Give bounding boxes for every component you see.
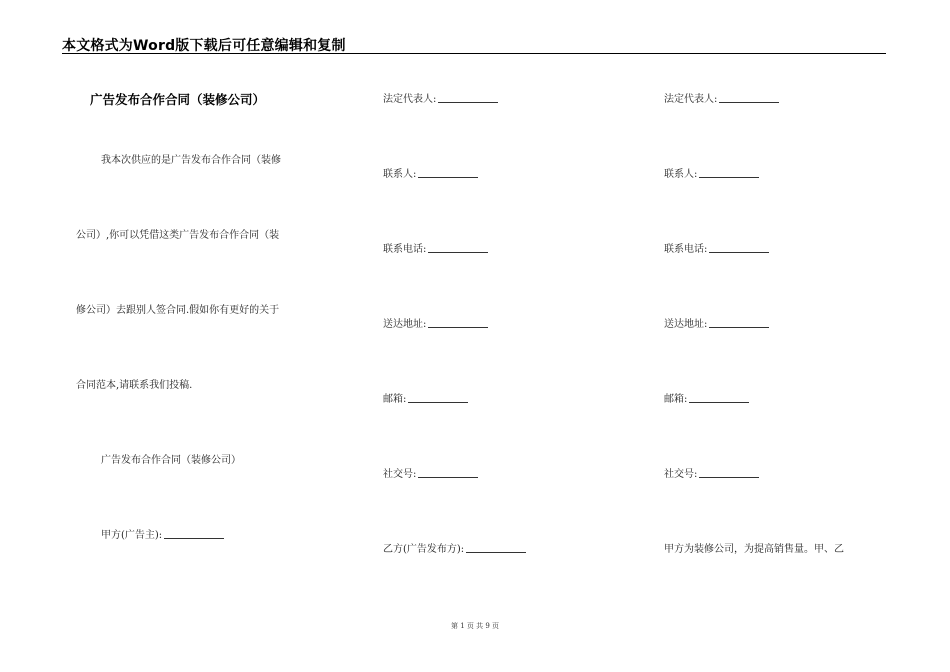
contact-person-field <box>664 169 759 181</box>
party-b-blank <box>466 552 526 553</box>
address-field <box>383 319 488 331</box>
paragraph-line: 修公司）去跟别人签合同.假如你有更好的关于 <box>76 305 280 316</box>
field-blank <box>428 252 488 253</box>
field-blank <box>428 327 488 328</box>
email-field <box>383 394 468 406</box>
legal-rep-field <box>383 94 498 106</box>
closing-paragraph-line: 甲方为装修公司，为提高销售量。甲、乙 <box>664 544 844 555</box>
field-label: 社交号: <box>664 469 698 480</box>
field-label: 邮箱: <box>664 394 688 405</box>
party-b-label: 乙方(广告发布方): <box>383 544 465 555</box>
social-id-field <box>664 469 759 481</box>
field-blank <box>709 327 769 328</box>
document-header: 本文格式为Word版下载后可任意编辑和复制 <box>62 38 346 54</box>
party-b-field <box>383 544 526 556</box>
field-blank <box>418 477 478 478</box>
legal-rep-field <box>664 94 779 106</box>
phone-field <box>383 244 488 256</box>
field-label: 联系电话: <box>664 244 708 255</box>
field-label: 联系人: <box>383 169 417 180</box>
address-field <box>664 319 769 331</box>
field-blank <box>709 252 769 253</box>
field-label: 邮箱: <box>383 394 407 405</box>
field-label: 法定代表人: <box>664 94 718 105</box>
social-id-field <box>383 469 478 481</box>
field-blank <box>699 177 759 178</box>
party-a-label: 甲方(广告主): <box>101 530 163 541</box>
field-blank <box>699 477 759 478</box>
email-field <box>664 394 749 406</box>
document-title: 广告发布合作合同（装修公司） <box>90 92 266 107</box>
contact-person-field <box>383 169 478 181</box>
party-a-blank <box>164 538 224 539</box>
field-label: 法定代表人: <box>383 94 437 105</box>
page-indicator: 第 1 页 共 9 页 <box>450 622 500 630</box>
field-label: 联系人: <box>664 169 698 180</box>
field-label: 送达地址: <box>664 319 708 330</box>
paragraph-line: 我本次供应的是广告发布合作合同（装修 <box>101 155 281 166</box>
field-blank <box>719 102 779 103</box>
paragraph-line: 公司）,你可以凭借这类广告发布合作合同（装 <box>76 230 280 241</box>
field-label: 联系电话: <box>383 244 427 255</box>
contract-subtitle: 广告发布合作合同（装修公司） <box>101 455 241 466</box>
field-blank <box>418 177 478 178</box>
phone-field <box>664 244 769 256</box>
field-label: 社交号: <box>383 469 417 480</box>
field-blank <box>408 402 468 403</box>
field-blank <box>689 402 749 403</box>
field-blank <box>438 102 498 103</box>
field-label: 送达地址: <box>383 319 427 330</box>
header-divider <box>62 53 886 54</box>
party-a-field <box>101 530 224 542</box>
paragraph-line: 合同范本,请联系我们投稿. <box>76 380 193 391</box>
